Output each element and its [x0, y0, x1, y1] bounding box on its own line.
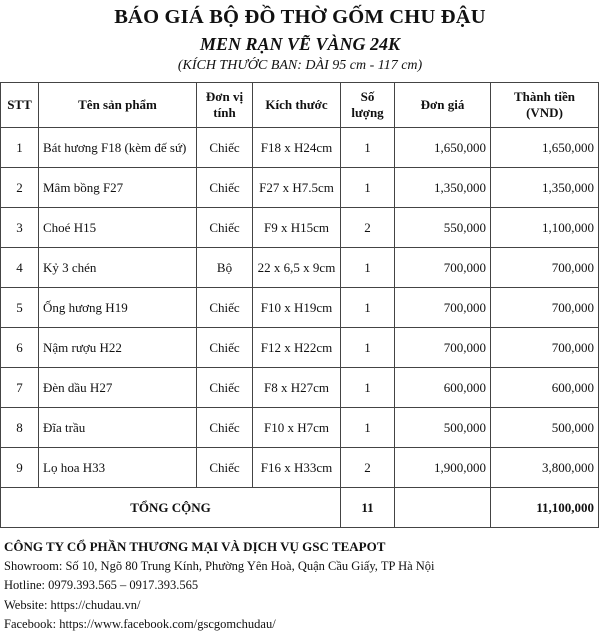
- cell-stt: 2: [1, 168, 39, 208]
- website-link[interactable]: Website: https://chudau.vn/: [4, 597, 141, 612]
- table-row: [1, 408, 599, 448]
- cell-unit: Chiếc: [197, 448, 253, 488]
- total-price-empty: [395, 488, 491, 528]
- cell-qty: 1: [341, 248, 395, 288]
- cell-stt: 4: [1, 248, 39, 288]
- col-header-qty-line2: lượng: [351, 105, 384, 120]
- cell-total: 700,000: [491, 248, 599, 288]
- total-label: TỔNG CỘNG: [1, 488, 341, 528]
- col-header-unit-line1: Đơn vị: [205, 89, 244, 104]
- col-header-price: Đơn giá: [395, 83, 491, 128]
- cell-stt: 9: [1, 448, 39, 488]
- cell-stt: 6: [1, 328, 39, 368]
- cell-price: 700,000: [395, 328, 491, 368]
- facebook-link[interactable]: Facebook: https://www.facebook.com/gscgomchudau/: [4, 617, 276, 631]
- document-title: BÁO GIÁ BỘ ĐỒ THỜ GỐM CHU ĐẬU: [114, 6, 486, 28]
- hotline: Hotline: 0979.393.565 – 0917.393.565: [4, 578, 199, 592]
- total-amount: 11,100,000: [491, 488, 599, 528]
- cell-price: 1,650,000: [395, 128, 491, 168]
- cell-name: Nậm rượu H22: [39, 328, 197, 368]
- cell-size: F12 x H22cm: [253, 328, 341, 368]
- table-row: [1, 368, 599, 408]
- cell-unit: Chiếc: [197, 408, 253, 448]
- cell-size: F16 x H33cm: [253, 448, 341, 488]
- size-note: (KÍCH THƯỚC BAN: DÀI 95 cm - 117 cm): [177, 58, 423, 73]
- total-row: [1, 488, 599, 528]
- cell-price: 1,350,000: [395, 168, 491, 208]
- table-row: [1, 128, 599, 168]
- cell-size: F27 x H7.5cm: [253, 168, 341, 208]
- cell-stt: 3: [1, 208, 39, 248]
- cell-total: 1,650,000: [491, 128, 599, 168]
- cell-stt: 1: [1, 128, 39, 168]
- cell-name: Kỷ 3 chén: [39, 248, 197, 288]
- cell-price: 1,900,000: [395, 448, 491, 488]
- cell-name: Bát hương F18 (kèm đế sứ): [39, 128, 197, 168]
- cell-name: Đèn dầu H27: [39, 368, 197, 408]
- cell-qty: 1: [341, 168, 395, 208]
- cell-total: 700,000: [491, 288, 599, 328]
- table-row: [1, 288, 599, 328]
- cell-qty: 2: [341, 448, 395, 488]
- cell-total: 500,000: [491, 408, 599, 448]
- cell-unit: Chiếc: [197, 128, 253, 168]
- cell-size: F10 x H19cm: [253, 288, 341, 328]
- cell-qty: 1: [341, 408, 395, 448]
- cell-unit: Chiếc: [197, 328, 253, 368]
- cell-total: 3,800,000: [491, 448, 599, 488]
- cell-unit: Bộ: [197, 248, 253, 288]
- col-header-total: [491, 83, 599, 128]
- col-header-qty-line1: Số: [360, 89, 375, 104]
- cell-size: F18 x H24cm: [253, 128, 341, 168]
- cell-qty: 1: [341, 288, 395, 328]
- cell-size: F9 x H15cm: [253, 208, 341, 248]
- col-header-unit: [197, 83, 253, 128]
- cell-total: 700,000: [491, 328, 599, 368]
- cell-name: Ống hương H19: [39, 288, 197, 328]
- table-header-row: [1, 83, 599, 128]
- showroom-address: Showroom: Số 10, Ngõ 80 Trung Kính, Phường Yên Hoà, Quận Cầu Giấy, TP Hà Nội: [4, 558, 435, 573]
- table-row: [1, 208, 599, 248]
- cell-stt: 5: [1, 288, 39, 328]
- company-name: CÔNG TY CỔ PHẦN THƯƠNG MẠI VÀ DỊCH VỤ GSC TEAPOT: [4, 539, 386, 554]
- cell-qty: 1: [341, 328, 395, 368]
- cell-price: 550,000: [395, 208, 491, 248]
- col-header-qty: [341, 83, 395, 128]
- cell-price: 700,000: [395, 288, 491, 328]
- cell-price: 500,000: [395, 408, 491, 448]
- company-footer: [4, 537, 598, 635]
- cell-stt: 7: [1, 368, 39, 408]
- cell-stt: 8: [1, 408, 39, 448]
- table-row: [1, 248, 599, 288]
- col-header-unit-line2: tính: [213, 105, 236, 120]
- col-header-total-line2: (VND): [526, 105, 563, 120]
- cell-size: 22 x 6,5 x 9cm: [253, 248, 341, 288]
- col-header-size: Kích thước: [253, 83, 341, 128]
- cell-name: Lọ hoa H33: [39, 448, 197, 488]
- document-subtitle: MEN RẠN VẼ VÀNG 24K: [199, 34, 401, 54]
- cell-qty: 1: [341, 368, 395, 408]
- total-qty: 11: [341, 488, 395, 528]
- cell-size: F8 x H27cm: [253, 368, 341, 408]
- cell-total: 1,100,000: [491, 208, 599, 248]
- cell-unit: Chiếc: [197, 368, 253, 408]
- col-header-total-line1: Thành tiền: [513, 89, 576, 104]
- col-header-name: Tên sản phẩm: [39, 83, 197, 128]
- cell-name: Mâm bồng F27: [39, 168, 197, 208]
- cell-name: Choé H15: [39, 208, 197, 248]
- table-row: [1, 168, 599, 208]
- table-row: [1, 328, 599, 368]
- price-table: [0, 82, 599, 528]
- cell-unit: Chiếc: [197, 208, 253, 248]
- cell-price: 600,000: [395, 368, 491, 408]
- cell-unit: Chiếc: [197, 168, 253, 208]
- cell-size: F10 x H7cm: [253, 408, 341, 448]
- cell-name: Đĩa trầu: [39, 408, 197, 448]
- col-header-stt: STT: [1, 83, 39, 128]
- cell-qty: 2: [341, 208, 395, 248]
- cell-price: 700,000: [395, 248, 491, 288]
- cell-total: 1,350,000: [491, 168, 599, 208]
- cell-total: 600,000: [491, 368, 599, 408]
- table-row: [1, 448, 599, 488]
- cell-unit: Chiếc: [197, 288, 253, 328]
- cell-qty: 1: [341, 128, 395, 168]
